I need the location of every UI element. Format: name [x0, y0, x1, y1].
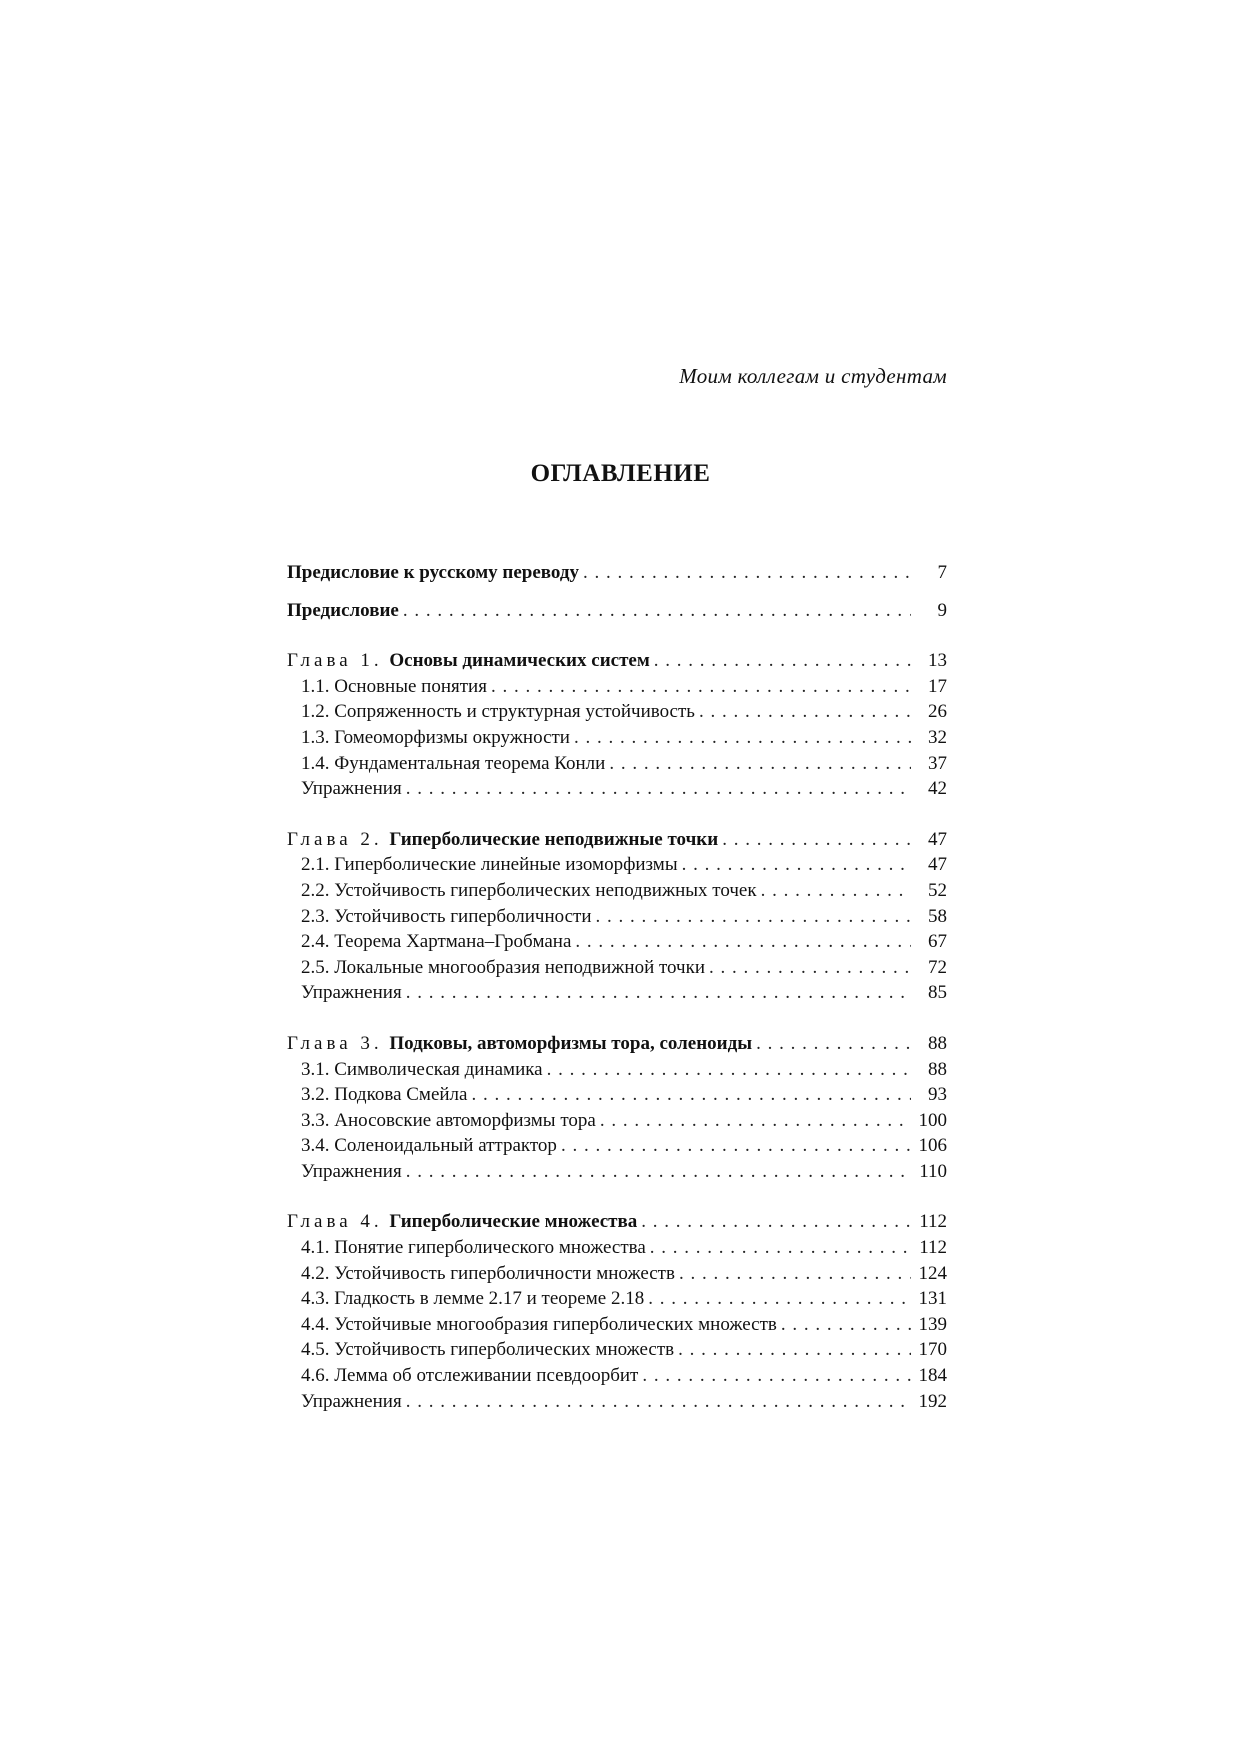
- toc-section[interactable]: [287, 1057, 947, 1083]
- toc-section[interactable]: [287, 1363, 947, 1389]
- leader-dots: [471, 1082, 911, 1108]
- toc-entry-page: 42: [928, 778, 947, 800]
- toc-section[interactable]: [287, 1108, 947, 1134]
- toc-section[interactable]: [287, 929, 947, 955]
- toc-entry-page: 112: [919, 1237, 947, 1259]
- toc-section[interactable]: [287, 1235, 947, 1261]
- page-title: ОГЛАВЛЕНИЕ: [530, 460, 711, 487]
- toc-entry-page: 93: [928, 1084, 947, 1106]
- toc-entry-page: 110: [919, 1160, 947, 1182]
- toc-section[interactable]: [287, 674, 947, 700]
- leader-dots: [406, 1389, 911, 1415]
- toc-section[interactable]: [287, 751, 947, 777]
- toc-chapter-2[interactable]: [287, 827, 947, 853]
- toc-section-title: 4.2. Устойчивость гиперболичности множеств: [301, 1262, 675, 1284]
- leader-dots: [575, 929, 911, 955]
- toc-section[interactable]: [287, 725, 947, 751]
- leader-dots: [650, 1235, 911, 1261]
- toc-section-title: 1.3. Гомеоморфизмы окружности: [301, 726, 570, 748]
- toc-section[interactable]: [287, 1337, 947, 1363]
- toc-section-title: 2.3. Устойчивость гиперболичности: [301, 905, 592, 927]
- leader-dots: [756, 1031, 911, 1057]
- leader-dots: [761, 878, 911, 904]
- toc-section-title: 3.1. Символическая динамика: [301, 1058, 543, 1080]
- leader-dots: [609, 751, 911, 777]
- toc-entry-page: 9: [937, 599, 947, 621]
- toc-section-title: Упражнения: [301, 1390, 402, 1412]
- dedication: Моим коллегам и студентам: [679, 364, 947, 388]
- toc-section[interactable]: [287, 1286, 947, 1312]
- leader-dots: [403, 598, 911, 624]
- toc-section-title: 1.1. Основные понятия: [301, 675, 487, 697]
- toc-section[interactable]: [287, 1133, 947, 1159]
- toc-chapter-title: [287, 827, 718, 853]
- toc-entry-page: 72: [928, 956, 947, 978]
- toc-entry-page: 170: [918, 1339, 947, 1361]
- toc-section[interactable]: [287, 776, 947, 802]
- toc-section[interactable]: [287, 904, 947, 930]
- toc-entry-title: Предисловие к русскому переводу: [287, 562, 579, 583]
- leader-dots: [709, 955, 911, 981]
- toc-section-title: Упражнения: [301, 1160, 402, 1182]
- toc-section-title: 4.4. Устойчивые многообразия гиперболических множеств: [301, 1313, 777, 1335]
- toc-entry-preface-translation[interactable]: [287, 560, 947, 586]
- leader-dots: [600, 1108, 911, 1134]
- toc-entry-page: 26: [928, 701, 947, 723]
- toc-section-title: Упражнения: [301, 982, 402, 1004]
- toc-entry-preface[interactable]: [287, 598, 947, 624]
- leader-dots: [406, 980, 911, 1006]
- toc-chapter-title: [287, 1031, 752, 1057]
- toc-entry-page: 192: [918, 1390, 947, 1412]
- leader-dots: [699, 699, 911, 725]
- toc-section-title: 2.4. Теорема Хартмана–Гробмана: [301, 931, 572, 953]
- toc-entry-page: 100: [918, 1109, 947, 1131]
- chapter-label: Глава 1.: [287, 650, 383, 672]
- toc-entry-page: 47: [928, 828, 947, 850]
- toc-chapter-4[interactable]: [287, 1209, 947, 1235]
- toc-entry-page: 139: [918, 1313, 947, 1335]
- toc-entry-page: 88: [928, 1032, 947, 1054]
- toc-section-title: 3.4. Соленоидальный аттрактор: [301, 1135, 557, 1157]
- toc-section-title: 4.5. Устойчивость гиперболических множеств: [301, 1339, 675, 1361]
- toc-entry-page: 17: [928, 675, 947, 697]
- toc-chapter-title: [287, 1209, 637, 1235]
- leader-dots: [547, 1057, 911, 1083]
- toc-entry-page: 106: [918, 1135, 947, 1157]
- chapter-name: Подковы, автоморфизмы тора, соленоиды: [389, 1032, 753, 1054]
- leader-dots: [654, 648, 911, 674]
- toc-section[interactable]: [287, 878, 947, 904]
- toc-entry-page: 47: [928, 854, 947, 876]
- leader-dots: [642, 1363, 911, 1389]
- toc-entry-page: 124: [918, 1262, 947, 1284]
- toc-section-title: 4.1. Понятие гиперболического множества: [301, 1237, 646, 1259]
- leader-dots: [679, 1261, 911, 1287]
- toc-entry-page: 58: [928, 905, 947, 927]
- leader-dots: [596, 904, 912, 930]
- toc-section-title: 2.2. Устойчивость гиперболических неподвижных точек: [301, 879, 757, 901]
- toc-chapter-3[interactable]: [287, 1031, 947, 1057]
- toc-section[interactable]: [287, 699, 947, 725]
- toc-chapter-1[interactable]: [287, 648, 947, 674]
- leader-dots: [641, 1209, 911, 1235]
- leader-dots: [648, 1286, 911, 1312]
- toc-section[interactable]: [287, 1082, 947, 1108]
- toc-entry-page: 85: [928, 982, 947, 1004]
- toc-entry-page: 67: [928, 931, 947, 953]
- chapter-name: Гиперболические множества: [389, 1211, 638, 1233]
- leader-dots: [682, 852, 911, 878]
- leader-dots: [781, 1312, 911, 1338]
- toc-section-title: 3.2. Подкова Смейла: [301, 1084, 468, 1106]
- toc-entry-page: 52: [928, 879, 947, 901]
- toc-section[interactable]: [287, 980, 947, 1006]
- toc-entry-page: 7: [937, 562, 947, 583]
- toc-section-title: 3.3. Аносовские автоморфизмы тора: [301, 1109, 596, 1131]
- leader-dots: [574, 725, 911, 751]
- toc-entry-page: 32: [928, 726, 947, 748]
- toc-section[interactable]: [287, 955, 947, 981]
- toc-section[interactable]: [287, 852, 947, 878]
- toc-section-title: 4.3. Гладкость в лемме 2.17 и теореме 2.18: [301, 1288, 645, 1310]
- leader-dots: [491, 674, 911, 700]
- toc-section-title: 1.4. Фундаментальная теорема Конли: [301, 752, 606, 774]
- toc-section-title: Упражнения: [301, 778, 402, 800]
- toc-chapter-title: [287, 648, 650, 674]
- toc-section-title: 2.1. Гиперболические линейные изоморфизмы: [301, 854, 678, 876]
- toc-section-title: 4.6. Лемма об отслеживании псевдоорбит: [301, 1365, 639, 1387]
- toc-section-title: 2.5. Локальные многообразия неподвижной точки: [301, 956, 706, 978]
- toc-section[interactable]: [287, 1261, 947, 1287]
- toc-section[interactable]: [287, 1389, 947, 1415]
- toc-entry-title: Предисловие: [287, 599, 399, 621]
- toc-section[interactable]: [287, 1159, 947, 1185]
- toc-entry-page: 184: [918, 1365, 947, 1387]
- toc-section[interactable]: [287, 1312, 947, 1338]
- toc-entry-page: 112: [919, 1211, 947, 1233]
- leader-dots: [678, 1337, 911, 1363]
- chapter-label: Глава 3.: [287, 1032, 383, 1054]
- leader-dots: [722, 827, 911, 853]
- chapter-label: Глава 2.: [287, 828, 383, 850]
- leader-dots: [561, 1133, 911, 1159]
- toc-section-title: 1.2. Сопряженность и структурная устойчивость: [301, 701, 695, 723]
- leader-dots: [406, 1159, 911, 1185]
- toc-entry-page: 88: [928, 1058, 947, 1080]
- toc-entry-page: 37: [928, 752, 947, 774]
- leader-dots: [583, 560, 911, 586]
- chapter-label: Глава 4.: [287, 1211, 383, 1233]
- toc-entry-page: 131: [918, 1288, 947, 1310]
- table-of-contents: [287, 560, 947, 1414]
- toc-entry-page: 13: [928, 650, 947, 672]
- chapter-name: Основы динамических систем: [389, 650, 650, 672]
- leader-dots: [406, 776, 911, 802]
- chapter-name: Гиперболические неподвижные точки: [389, 828, 719, 850]
